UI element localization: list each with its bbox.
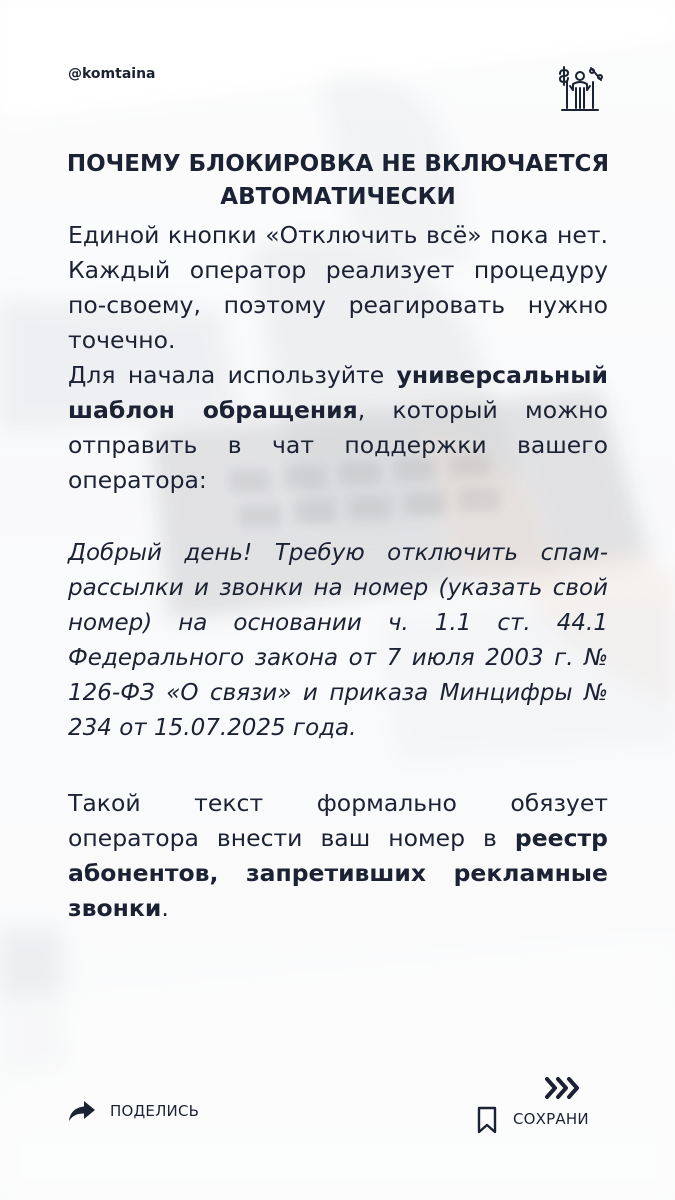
conclusion-line bbox=[68, 821, 608, 856]
page-title bbox=[48, 148, 628, 214]
template-intro-line: отправить в чат поддержки вашего bbox=[68, 431, 608, 459]
account-handle[interactable]: @komtaina bbox=[68, 66, 156, 82]
intro-line: точечно. bbox=[68, 326, 176, 354]
share-button[interactable] bbox=[68, 1100, 199, 1122]
text-fragment: . bbox=[161, 894, 169, 922]
triple-chevron-right-icon bbox=[544, 1076, 582, 1100]
emphasis-text: реестр bbox=[514, 824, 608, 852]
finance-person-icon bbox=[556, 64, 604, 112]
share-label: ПОДЕЛИСЬ bbox=[110, 1102, 200, 1120]
template-letter bbox=[68, 536, 608, 746]
text-fragment: Для начала используйте bbox=[68, 361, 397, 389]
bookmark-icon bbox=[476, 1106, 498, 1134]
template-intro-line bbox=[68, 358, 608, 393]
letter-line: 126-ФЗ «О связи» и приказа Минцифры № bbox=[68, 680, 608, 706]
letter-line: рассылки и звонки на номер (указать свой bbox=[68, 575, 608, 601]
title-line-1: ПОЧЕМУ БЛОКИРОВКА НЕ ВКЛЮЧАЕТСЯ bbox=[66, 151, 610, 177]
title-line-2: АВТОМАТИЧЕСКИ bbox=[220, 184, 456, 210]
conclusion-paragraph bbox=[68, 786, 608, 926]
letter-line: номер) на основании ч. 1.1 ст. 44.1 bbox=[68, 610, 608, 636]
text-fragment: , который можно bbox=[357, 396, 608, 424]
intro-line: Каждый оператор реализует процедуру bbox=[68, 256, 608, 284]
conclusion-line: абонентов, запретивших рекламные bbox=[68, 859, 608, 887]
intro-line: по-своему, поэтому реагировать нужно bbox=[68, 291, 608, 319]
emphasis-text: звонки bbox=[68, 894, 162, 922]
intro-line: Единой кнопки «Отключить всё» пока нет. bbox=[68, 221, 608, 249]
intro-paragraph bbox=[68, 218, 608, 358]
emphasis-text: универсальный bbox=[396, 361, 608, 389]
letter-line: Федерального закона от 7 июля 2003 г. № bbox=[68, 645, 608, 671]
template-intro-paragraph bbox=[68, 358, 608, 498]
letter-line: 234 от 15.07.2025 года. bbox=[68, 715, 357, 741]
save-button[interactable] bbox=[476, 1076, 596, 1136]
conclusion-line: Такой текст формально обязует bbox=[68, 789, 608, 817]
share-arrow-icon bbox=[68, 1100, 96, 1122]
emphasis-text: шаблон обращения bbox=[68, 396, 358, 424]
template-intro-line bbox=[68, 393, 608, 428]
template-intro-line: оператора: bbox=[68, 466, 207, 494]
conclusion-line bbox=[68, 891, 608, 926]
letter-line: Добрый день! Требую отключить спам- bbox=[68, 540, 608, 566]
text-fragment: оператора внести ваш номер в bbox=[68, 824, 515, 852]
save-label: СОХРАНИ bbox=[513, 1110, 589, 1128]
